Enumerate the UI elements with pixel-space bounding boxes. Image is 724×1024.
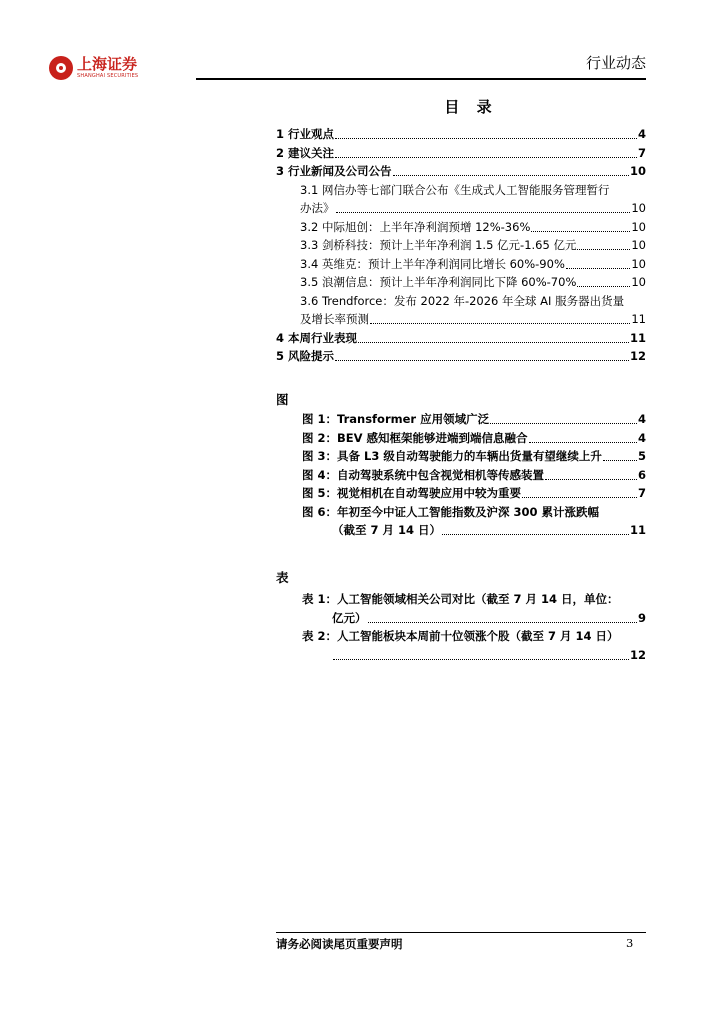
footer-divider [276,932,646,933]
company-logo [49,55,138,81]
toc-entry[interactable]: 4 本周行业表现 11 [276,330,646,345]
toc-entry[interactable]: 3.2 中际旭创：上半年净利润预增 12%-36% 10 [300,219,646,234]
toc-entry[interactable]: 3.6 Trendforce：发布 2022 年-2026 年全球 AI 服务器出货量 [300,293,625,308]
figure-entry[interactable]: 图 1：Transformer 应用领域广泛 4 [302,412,646,426]
header-divider [196,78,646,80]
toc-title: 目 录 [444,98,498,116]
logo-english-name: SHANGHAI SECURITIES [77,73,139,79]
toc-entry[interactable]: 3.4 英维克：预计上半年净利润同比增长 60%-90% 10 [300,256,646,271]
toc-entry[interactable]: 3.1 网信办等七部门联合公布《生成式人工智能服务管理暂行 [300,182,610,197]
table-entry-continued[interactable]: 12 [276,646,646,665]
footer-disclaimer: 请务必阅读尾页重要声明 [276,937,403,951]
toc-entry[interactable]: 3 行业新闻及公司公告 10 [276,164,646,178]
figure-entry[interactable]: 图 2：BEV 感知框架能够进端到端信息融合 4 [302,430,646,445]
figure-entry[interactable]: 图 6：年初至今中证人工智能指数及沪深 300 累计涨跌幅 [302,504,600,519]
figures-list [276,410,646,540]
toc-list [276,125,646,366]
table-entry[interactable]: 表 1：人工智能领域相关公司对比（截至 7 月 14 日，单位： [302,592,619,606]
toc-entry[interactable]: 2 建议关注 7 [276,145,646,160]
table-entry-continued[interactable]: 亿元） 9 [332,610,646,625]
figure-entry-continued[interactable]: （截至 7 月 14 日） 11 [332,523,646,537]
toc-entry-continued[interactable]: 办法》 10 [300,201,646,215]
logo-emblem-icon [49,56,73,80]
logo-chinese-name: 上海证券 [77,55,138,73]
figures-section-label: 图 [276,392,289,407]
toc-entry[interactable]: 3.3 剑桥科技：预计上半年净利润 1.5 亿元-1.65 亿元 10 [300,238,646,252]
figure-entry[interactable]: 图 4：自动驾驶系统中包含视觉相机等传感装置 6 [302,467,646,482]
toc-entry-continued[interactable]: 及增长率预测 11 [300,312,646,326]
tables-list [276,590,646,664]
page-number: 3 [626,936,634,950]
report-type: 行业动态 [585,54,646,72]
figure-entry[interactable]: 图 5：视觉相机在自动驾驶应用中较为重要 7 [302,486,646,500]
toc-entry[interactable]: 3.5 浪潮信息：预计上半年净利润同比下降 60%-70% 10 [300,275,646,289]
toc-entry[interactable]: 5 风险提示 12 [276,349,646,363]
tables-section-label: 表 [276,570,289,585]
toc-entry[interactable]: 1 行业观点 4 [276,127,646,141]
table-entry[interactable]: 表 2：人工智能板块本周前十位领涨个股（截至 7 月 14 日） [302,629,619,643]
figure-entry[interactable]: 图 3：具备 L3 级自动驾驶能力的车辆出货量有望继续上升 5 [302,449,646,463]
